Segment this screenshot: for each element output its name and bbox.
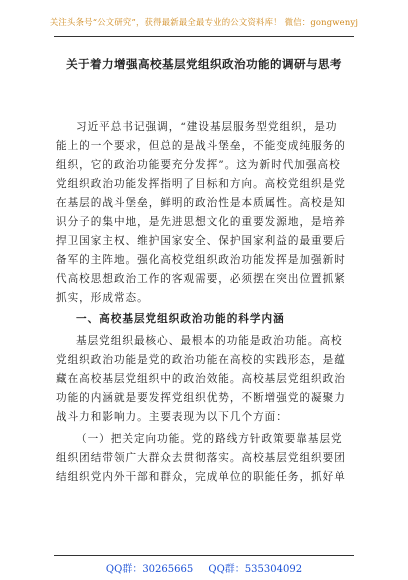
body-line: 代高校思想政治工作的客观需要，必须摆在突出位置抓紧 <box>56 273 346 285</box>
body-line: 战斗力和影响力。主要表现为以下几个方面： <box>56 411 288 423</box>
body-line: 党组织政治功能发挥指明了目标和方向。高校党组织是党 <box>56 178 346 190</box>
body-line: 捍卫国家主权、维护国家安全、保护国家利益的最重要后 <box>56 235 346 247</box>
body-line: 组织，它的政治功能要充分发挥”。这为新时代加强高校 <box>56 159 341 171</box>
footer-qq-group-2: QQ群：535304092 <box>208 564 303 575</box>
body-line: 能上的一个要求，但总的是战斗堡垒，不能变成纯服务的 <box>56 140 346 152</box>
body-line: 藏在高校基层党组织中的政治效能。高校基层党组织政治 <box>56 373 346 385</box>
body-line: 结组织党内外干部和群众，完成单位的职能任务，抓好单 <box>56 471 346 483</box>
document-title: 关于着力增强高校基层党组织政治功能的调研与思考 <box>66 57 342 71</box>
body-line: 党组织政治功能是党的政治功能在高校的实践形态，是蕴 <box>56 354 346 366</box>
body-line: 备军的主阵地。强化高校党组织政治功能发挥是加强新时 <box>56 254 346 266</box>
body-line: 习近平总书记强调，“建设基层服务型党组织，是功 <box>76 121 338 133</box>
body-line: 抓实，形成常态。 <box>56 292 149 304</box>
body-line: 在基层的战斗堡垒，鲜明的政治性是本质属性。高校是知 <box>56 197 346 209</box>
body-line: 组织团结带领广大群众去贯彻落实。高校基层党组织要团 <box>56 452 346 464</box>
footer-divider <box>54 555 354 556</box>
body-line: （一）把关定向功能。党的路线方针政策要靠基层党 <box>76 433 343 445</box>
body-line: 基层党组织最核心、最根本的功能是政治功能。高校 <box>76 335 343 347</box>
header-divider <box>54 36 354 37</box>
body-line: 功能的内涵就是要发挥党组织优势，不断增强党的凝聚力 <box>56 392 346 404</box>
body-line: 识分子的集中地，是先进思想文化的重要发源地，是培养 <box>56 216 346 228</box>
section-heading: 一、高校基层党组织政治功能的科学内涵 <box>76 313 285 325</box>
header-banner: 关注头条号“公文研究”，获得最新最全最专业的公文资料库！ 微信：gongwenyj <box>49 17 359 27</box>
footer-qq-group-1: QQ群：30265665 <box>105 564 194 575</box>
footer <box>0 560 408 575</box>
